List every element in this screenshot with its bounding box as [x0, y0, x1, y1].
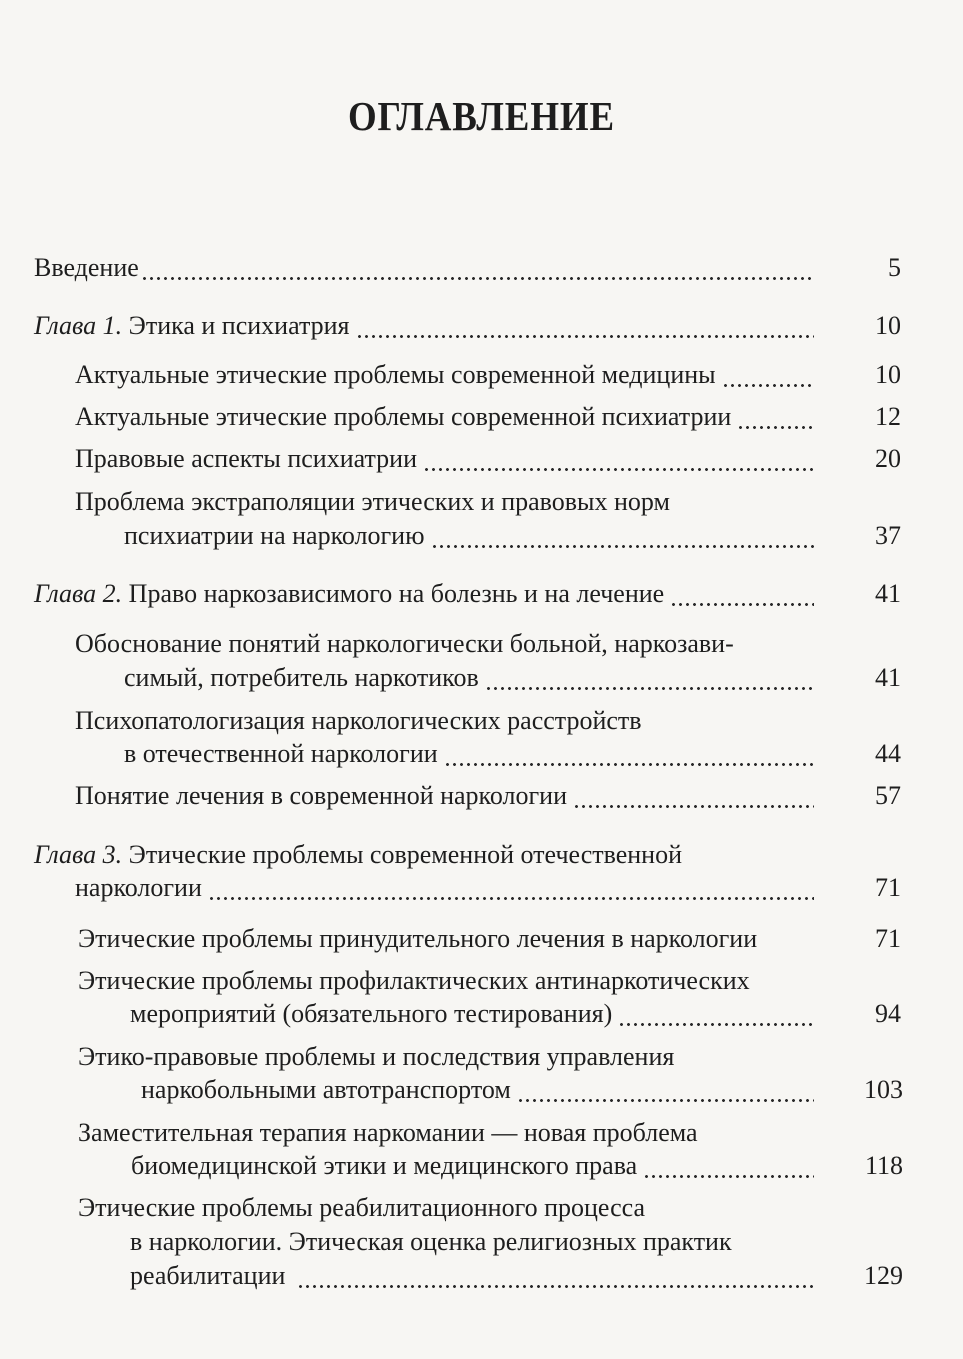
page-title: ОГЛАВЛЕНИЕ	[347, 93, 616, 139]
page-number: 129	[864, 1261, 903, 1290]
toc-line	[124, 737, 814, 771]
leader-dots	[670, 577, 814, 611]
toc-line	[130, 1225, 814, 1259]
chapter-label: Глава 3.	[34, 840, 123, 869]
toc-entry-text: Введение	[34, 253, 139, 282]
toc-line	[75, 704, 814, 738]
leader-dots	[444, 737, 814, 771]
leader-dots	[573, 779, 814, 813]
leader-dots	[356, 309, 814, 343]
page-number: 37	[875, 521, 901, 550]
toc-entry-text: Правовые аспекты психиатрии	[75, 444, 418, 473]
page-number: 10	[875, 360, 901, 389]
page-number: 94	[875, 999, 901, 1028]
page-number: 44	[875, 739, 901, 768]
toc-line	[124, 519, 814, 553]
toc-line	[124, 661, 814, 695]
page-number: 41	[875, 579, 901, 608]
page-number: 118	[864, 1151, 903, 1180]
leader-dots	[485, 661, 814, 695]
toc-line	[34, 577, 814, 611]
leader-dots	[423, 442, 814, 476]
toc-entry-text: Этические проблемы современной отечественной	[122, 840, 683, 869]
toc-line	[75, 442, 814, 476]
page-number: 10	[875, 311, 901, 340]
toc-entry-text: в отечественной наркологии	[124, 739, 438, 768]
toc-entry-text: Проблема экстраполяции этических и правовых норм	[75, 487, 670, 516]
toc-entry-text: реабилитации	[130, 1261, 286, 1290]
toc-entry-text: Обоснование понятий наркологически больной, наркозави-	[75, 629, 734, 658]
leader-dots	[431, 519, 814, 553]
toc-line	[75, 485, 814, 519]
toc-line	[78, 1116, 814, 1150]
toc-entry-text: Понятие лечения в современной наркологии	[75, 781, 567, 810]
toc-entry-text: Заместительная терапия наркомании — новая проблема	[78, 1118, 698, 1147]
toc-line	[75, 871, 814, 905]
toc-line	[34, 251, 814, 285]
leader-dots	[517, 1073, 814, 1107]
toc-entry-text: наркобольными автотранспортом	[141, 1075, 511, 1104]
toc-line	[131, 1149, 814, 1183]
page-number: 71	[875, 924, 901, 953]
toc-line	[75, 400, 814, 434]
toc-entry-text: мероприятий (обязательного тестирования)	[130, 999, 613, 1028]
toc-entry-text: Этико-правовые проблемы и последствия управления	[78, 1042, 675, 1071]
page-number: 5	[888, 253, 901, 282]
toc-line	[78, 1191, 814, 1225]
page-number: 41	[875, 663, 901, 692]
page-number: 12	[875, 402, 901, 431]
page-number: 103	[864, 1075, 903, 1104]
leader-dots	[297, 1259, 814, 1293]
leader-dots	[643, 1149, 814, 1183]
toc-line	[78, 964, 814, 998]
page-number: 57	[875, 781, 901, 810]
toc-line	[141, 1073, 814, 1107]
toc-entry-text: биомедицинской этики и медицинского права	[131, 1151, 638, 1180]
toc-entry-text: Актуальные этические проблемы современной психиатрии	[75, 402, 732, 431]
toc-entry-text: симый, потребитель наркотиков	[124, 663, 479, 692]
toc-entry-text: Актуальные этические проблемы современной медицины	[75, 360, 716, 389]
leader-dots	[141, 251, 814, 285]
toc-entry-text: Этические проблемы профилактических антинаркотических	[78, 966, 750, 995]
page-number: 20	[875, 444, 901, 473]
toc-entry-text: Этические проблемы принудительного лечения в наркологии	[78, 924, 758, 953]
leader-dots	[722, 358, 814, 392]
toc-entry-text: Право наркозависимого на болезнь и на лечение	[122, 579, 665, 608]
toc-entry-text: Этика и психиатрия	[122, 311, 350, 340]
leader-dots	[208, 871, 814, 905]
toc-line	[78, 1040, 814, 1074]
toc-entry-text: Этические проблемы реабилитационного процесса	[78, 1193, 646, 1222]
toc-line	[75, 627, 814, 661]
chapter-label: Глава 1.	[34, 311, 123, 340]
toc-line	[130, 1259, 814, 1293]
toc-entry-text: психиатрии на наркологию	[124, 521, 425, 550]
leader-dots	[737, 400, 814, 434]
toc-line	[130, 997, 814, 1031]
toc-line	[75, 358, 814, 392]
toc-entry-text: наркологии	[75, 873, 202, 902]
page-number: 71	[875, 873, 901, 902]
toc-line	[75, 779, 814, 813]
toc-line	[34, 309, 814, 343]
toc-line	[34, 838, 814, 872]
toc-entry-text: в наркологии. Этическая оценка религиозных практик	[130, 1227, 732, 1256]
toc-line	[78, 922, 814, 956]
leader-dots	[618, 997, 814, 1031]
chapter-label: Глава 2.	[34, 579, 123, 608]
toc-entry-text: Психопатологизация наркологических расстройств	[75, 706, 642, 735]
